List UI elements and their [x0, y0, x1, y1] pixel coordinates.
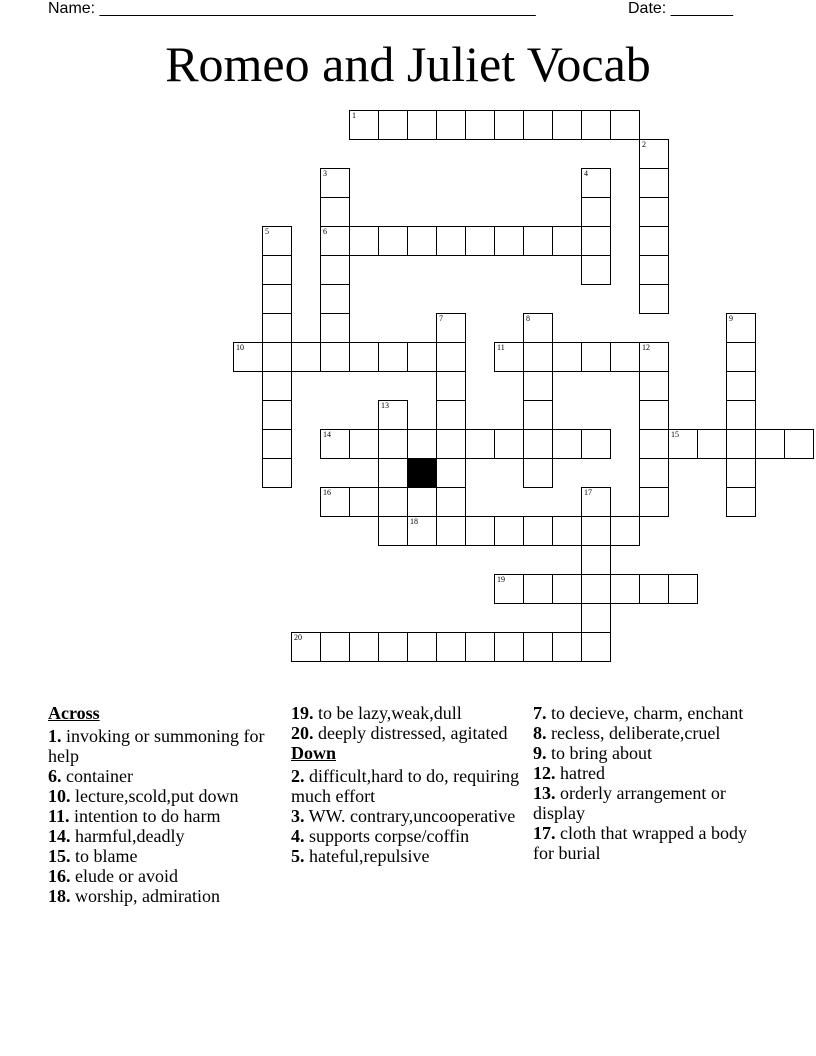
- grid-cell[interactable]: [726, 371, 756, 401]
- clue-number: 20.: [291, 723, 314, 743]
- grid-cell[interactable]: [581, 255, 611, 285]
- grid-cell[interactable]: [581, 545, 611, 575]
- grid-cell[interactable]: [262, 284, 292, 314]
- clue-text: hatred: [555, 763, 605, 783]
- clue-number: 11.: [48, 806, 70, 826]
- clue-number: 3.: [291, 806, 305, 826]
- grid-cell[interactable]: [610, 574, 640, 604]
- grid-cell[interactable]: [378, 342, 408, 372]
- clue-item: [291, 846, 521, 866]
- grid-cell-13[interactable]: [378, 400, 408, 430]
- clue-number: 16.: [48, 866, 71, 886]
- grid-cell[interactable]: [378, 110, 408, 140]
- clue-text: worship, admiration: [70, 886, 220, 906]
- clue-number: 15.: [48, 846, 71, 866]
- clue-number: 1.: [48, 726, 62, 746]
- grid-cell[interactable]: [523, 429, 553, 459]
- grid-cell[interactable]: [639, 400, 669, 430]
- grid-cell[interactable]: [581, 342, 611, 372]
- clue-text: supports corpse/coffin: [304, 826, 470, 846]
- clues-column-1: [48, 703, 278, 906]
- grid-cell[interactable]: [639, 284, 669, 314]
- clue-item: [48, 866, 278, 886]
- grid-cell[interactable]: [639, 255, 669, 285]
- clue-text: difficult,hard to do, requiring much effort: [291, 766, 520, 806]
- clue-number: 6: [323, 227, 327, 236]
- grid-cell[interactable]: [262, 458, 292, 488]
- grid-cell-17[interactable]: [581, 487, 611, 517]
- grid-cell[interactable]: [407, 429, 437, 459]
- grid-cell[interactable]: [436, 371, 466, 401]
- clue-number: 5: [265, 227, 269, 236]
- grid-cell[interactable]: [523, 110, 553, 140]
- grid-cell[interactable]: [523, 371, 553, 401]
- clue-text: WW. contrary,uncooperative: [304, 806, 516, 826]
- grid-cell[interactable]: [639, 197, 669, 227]
- grid-cell-16[interactable]: [320, 487, 350, 517]
- clue-number: 6.: [48, 766, 62, 786]
- across-heading: Across: [48, 703, 100, 723]
- clue-item: [48, 786, 278, 806]
- grid-cell[interactable]: [349, 429, 379, 459]
- grid-cell[interactable]: [320, 342, 350, 372]
- grid-cell[interactable]: [726, 342, 756, 372]
- grid-cell[interactable]: [436, 516, 466, 546]
- grid-cell[interactable]: [552, 429, 582, 459]
- grid-cell[interactable]: [436, 342, 466, 372]
- clue-text: deeply distressed, agitated: [313, 723, 508, 743]
- grid-cell[interactable]: [378, 487, 408, 517]
- grid-cell[interactable]: [581, 574, 611, 604]
- grid-cell-14[interactable]: [320, 429, 350, 459]
- grid-cell[interactable]: [349, 226, 379, 256]
- clues-column-2: [291, 703, 521, 866]
- clue-text: cloth that wrapped a body for burial: [533, 823, 747, 863]
- grid-cell[interactable]: [465, 226, 495, 256]
- grid-cell[interactable]: [320, 197, 350, 227]
- clue-number: 9.: [533, 743, 547, 763]
- clue-number: 7: [439, 314, 443, 323]
- grid-cell[interactable]: [726, 400, 756, 430]
- grid-cell-20[interactable]: [291, 632, 321, 662]
- clue-number: 15: [671, 430, 679, 439]
- clue-number: 8.: [533, 723, 547, 743]
- grid-cell[interactable]: [552, 516, 582, 546]
- clue-number: 10.: [48, 786, 71, 806]
- grid-cell-4[interactable]: [581, 168, 611, 198]
- grid-cell[interactable]: [581, 516, 611, 546]
- grid-cell-15[interactable]: [668, 429, 698, 459]
- grid-cell[interactable]: [523, 226, 553, 256]
- clue-item: [48, 806, 278, 826]
- clue-text: to decieve, charm, enchant: [546, 703, 744, 723]
- grid-cell[interactable]: [436, 226, 466, 256]
- grid-cell[interactable]: [755, 429, 785, 459]
- grid-cell[interactable]: [523, 574, 553, 604]
- grid-cell[interactable]: [436, 400, 466, 430]
- grid-cell[interactable]: [262, 313, 292, 343]
- clue-number: 14: [323, 430, 331, 439]
- grid-cell[interactable]: [378, 632, 408, 662]
- across-clue-list-continued: [291, 703, 521, 743]
- clue-number: 11: [497, 343, 505, 352]
- grid-cell[interactable]: [349, 487, 379, 517]
- clue-item: [48, 886, 278, 906]
- grid-cell[interactable]: [262, 429, 292, 459]
- clue-item: [291, 806, 521, 826]
- clue-text: invoking or summoning for help: [48, 726, 265, 766]
- grid-cell[interactable]: [494, 516, 524, 546]
- clue-item: [533, 763, 763, 783]
- clue-text: to bring about: [546, 743, 652, 763]
- clue-number: 8: [526, 314, 530, 323]
- grid-cell[interactable]: [378, 458, 408, 488]
- clue-text: recless, deliberate,cruel: [546, 723, 721, 743]
- grid-cell-10[interactable]: [233, 342, 263, 372]
- grid-cell[interactable]: [697, 429, 727, 459]
- down-clue-list: [291, 766, 521, 866]
- clue-number: 20: [294, 633, 302, 642]
- grid-cell[interactable]: [465, 110, 495, 140]
- grid-cell-18[interactable]: [407, 516, 437, 546]
- clue-item: [48, 766, 278, 786]
- grid-cell[interactable]: [349, 342, 379, 372]
- clue-text: lecture,scold,put down: [70, 786, 239, 806]
- clue-number: 13: [381, 401, 389, 410]
- grid-cell[interactable]: [552, 226, 582, 256]
- grid-cell[interactable]: [320, 313, 350, 343]
- grid-cell[interactable]: [436, 429, 466, 459]
- grid-cell[interactable]: [726, 429, 756, 459]
- clue-number: 1: [352, 111, 356, 120]
- grid-cell[interactable]: [581, 429, 611, 459]
- clue-number: 4: [584, 169, 588, 178]
- grid-cell[interactable]: [610, 342, 640, 372]
- grid-cell[interactable]: [523, 632, 553, 662]
- clue-item: [48, 846, 278, 866]
- grid-cell[interactable]: [494, 226, 524, 256]
- clue-item: [291, 826, 521, 846]
- grid-cell[interactable]: [407, 342, 437, 372]
- grid-cell[interactable]: [552, 632, 582, 662]
- grid-cell[interactable]: [465, 429, 495, 459]
- grid-cell[interactable]: [581, 632, 611, 662]
- grid-cell-5[interactable]: [262, 226, 292, 256]
- grid-cell[interactable]: [436, 632, 466, 662]
- clue-item: [48, 826, 278, 846]
- clue-number: 3: [323, 169, 327, 178]
- clue-number: 4.: [291, 826, 305, 846]
- clue-item: [291, 703, 521, 723]
- clue-text: to blame: [70, 846, 138, 866]
- page-title: Romeo and Juliet Vocab: [165, 36, 651, 92]
- grid-cell[interactable]: [639, 574, 669, 604]
- clue-text: to be lazy,weak,dull: [313, 703, 462, 723]
- grid-cell[interactable]: [378, 516, 408, 546]
- grid-cell[interactable]: [494, 429, 524, 459]
- grid-cell[interactable]: [639, 487, 669, 517]
- grid-cell[interactable]: [610, 110, 640, 140]
- clue-item: [533, 783, 763, 823]
- grid-cell[interactable]: [523, 400, 553, 430]
- grid-cell[interactable]: [581, 197, 611, 227]
- clue-number: 16: [323, 488, 331, 497]
- grid-cell-6[interactable]: [320, 226, 350, 256]
- grid-cell[interactable]: [494, 632, 524, 662]
- grid-cell[interactable]: [436, 110, 466, 140]
- grid-cell-2[interactable]: [639, 139, 669, 169]
- grid-cell[interactable]: [291, 342, 321, 372]
- grid-cell[interactable]: [378, 226, 408, 256]
- grid-cell[interactable]: [407, 110, 437, 140]
- grid-cell[interactable]: [407, 226, 437, 256]
- grid-cell[interactable]: [639, 458, 669, 488]
- grid-cell[interactable]: [639, 226, 669, 256]
- grid-cell[interactable]: [784, 429, 814, 459]
- down-heading: Down: [291, 743, 337, 763]
- grid-cell[interactable]: [320, 284, 350, 314]
- grid-cell[interactable]: [552, 110, 582, 140]
- grid-cell[interactable]: [320, 632, 350, 662]
- clue-text: hateful,repulsive: [304, 846, 430, 866]
- name-line: Name: _________________________________________________: [48, 0, 536, 17]
- across-clue-list: [48, 726, 278, 906]
- clue-number: 18: [410, 517, 418, 526]
- clue-item: [533, 823, 763, 863]
- grid-cell[interactable]: [349, 632, 379, 662]
- grid-cell[interactable]: [494, 110, 524, 140]
- grid-cell[interactable]: [436, 458, 466, 488]
- clue-item: [291, 723, 521, 743]
- grid-cell[interactable]: [436, 487, 466, 517]
- grid-cell-8[interactable]: [523, 313, 553, 343]
- grid-cell[interactable]: [639, 168, 669, 198]
- date-line: Date: _______: [628, 0, 733, 17]
- clue-item: [533, 723, 763, 743]
- grid-cell[interactable]: [552, 574, 582, 604]
- grid-cell[interactable]: [262, 342, 292, 372]
- clue-number: 18.: [48, 886, 71, 906]
- grid-cell[interactable]: [610, 516, 640, 546]
- grid-cell[interactable]: [726, 458, 756, 488]
- grid-cell[interactable]: [581, 603, 611, 633]
- clue-number: 10: [236, 343, 244, 352]
- grid-cell[interactable]: [465, 632, 495, 662]
- clue-number: 2.: [291, 766, 305, 786]
- grid-cell[interactable]: [523, 516, 553, 546]
- grid-cell-1[interactable]: [349, 110, 379, 140]
- grid-cell[interactable]: [262, 255, 292, 285]
- clue-number: 12.: [533, 763, 556, 783]
- clue-number: 19.: [291, 703, 314, 723]
- clue-number: 19: [497, 575, 505, 584]
- down-clue-list-continued: [533, 703, 763, 863]
- grid-cell[interactable]: [523, 458, 553, 488]
- clue-item: [48, 726, 278, 766]
- clue-text: harmful,deadly: [70, 826, 185, 846]
- clue-item: [533, 743, 763, 763]
- grid-cell[interactable]: [262, 371, 292, 401]
- clue-item: [291, 766, 521, 806]
- grid-cell-12[interactable]: [639, 342, 669, 372]
- grid-cell[interactable]: [726, 487, 756, 517]
- clue-number: 12: [642, 343, 650, 352]
- grid-cell: [407, 458, 437, 488]
- clue-number: 7.: [533, 703, 547, 723]
- grid-cell-7[interactable]: [436, 313, 466, 343]
- grid-cell[interactable]: [639, 371, 669, 401]
- grid-cell[interactable]: [378, 429, 408, 459]
- clue-text: orderly arrangement or display: [533, 783, 726, 823]
- grid-cell[interactable]: [320, 255, 350, 285]
- clue-text: elude or avoid: [70, 866, 178, 886]
- grid-cell[interactable]: [262, 400, 292, 430]
- grid-cell[interactable]: [581, 226, 611, 256]
- grid-cell[interactable]: [465, 516, 495, 546]
- grid-cell-9[interactable]: [726, 313, 756, 343]
- clue-number: 14.: [48, 826, 71, 846]
- clue-text: intention to do harm: [69, 806, 221, 826]
- grid-cell[interactable]: [552, 342, 582, 372]
- clue-item: [533, 703, 763, 723]
- clue-number: 5.: [291, 846, 305, 866]
- grid-cell-11[interactable]: [494, 342, 524, 372]
- grid-cell-3[interactable]: [320, 168, 350, 198]
- clue-number: 2: [642, 140, 646, 149]
- clue-number: 9: [729, 314, 733, 323]
- grid-cell[interactable]: [581, 110, 611, 140]
- grid-cell[interactable]: [639, 429, 669, 459]
- grid-cell[interactable]: [407, 632, 437, 662]
- grid-cell[interactable]: [668, 574, 698, 604]
- grid-cell-19[interactable]: [494, 574, 524, 604]
- clue-number: 17.: [533, 823, 556, 843]
- clue-number: 17: [584, 488, 592, 497]
- clue-text: container: [61, 766, 133, 786]
- clues-column-3: [533, 703, 763, 863]
- clue-number: 13.: [533, 783, 556, 803]
